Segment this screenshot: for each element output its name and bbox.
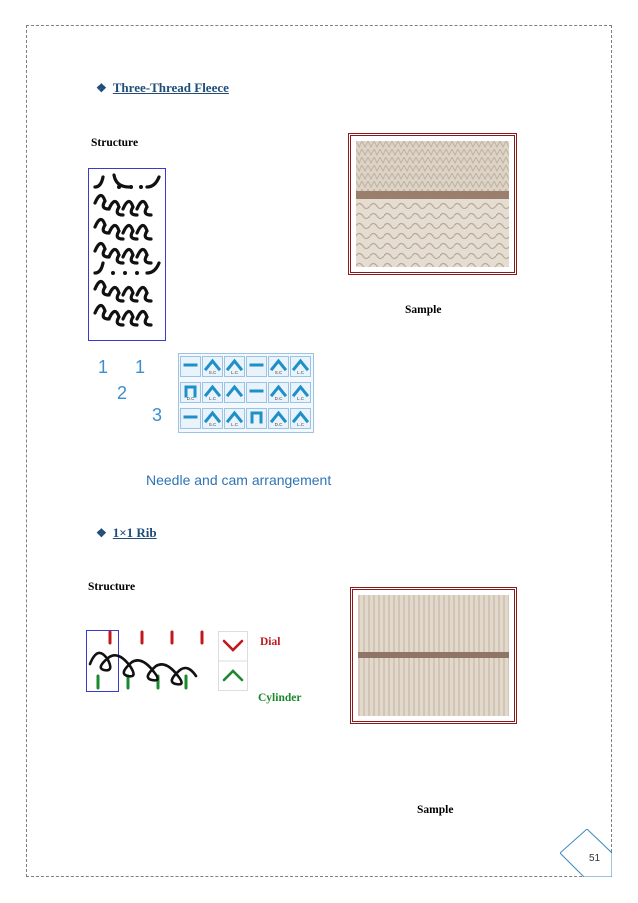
knit-cam-icon	[225, 383, 244, 398]
cam-cell	[180, 382, 201, 403]
cam-cell-label: D.C	[186, 396, 195, 401]
fleece-loops-svg	[89, 169, 165, 340]
fleece-fabric-image	[356, 141, 509, 267]
cam-cell	[246, 382, 267, 403]
miss-cam-icon	[181, 357, 200, 372]
diamond-bullet-icon: ❖	[96, 81, 107, 95]
cam-cell-label: S.C	[208, 370, 217, 375]
miss-cam-icon	[247, 383, 266, 398]
cam-cell	[290, 382, 311, 403]
cam-cell-label: L.C	[208, 396, 216, 401]
cam-cell	[224, 408, 245, 429]
needle-number-2: 2	[117, 383, 128, 403]
tuck-cam-icon	[247, 409, 266, 424]
section-title: 1×1 Rib	[112, 525, 157, 540]
needle-number-3: 3	[152, 405, 163, 425]
rib-structure-diagram	[86, 628, 216, 694]
cam-cell	[180, 408, 201, 429]
structure-label: Structure	[91, 137, 139, 149]
miss-cam-icon	[181, 409, 200, 424]
needle-cam-caption: Needle and cam arrangement	[146, 472, 332, 488]
dial-label: Dial	[260, 636, 281, 648]
section-title: Three-Thread Fleece	[112, 80, 229, 95]
cam-cell-label: L.C	[230, 370, 238, 375]
sample-label-2: Sample	[417, 804, 454, 816]
cam-cell	[202, 382, 223, 403]
needle-number-1b: 1	[135, 357, 146, 377]
page-number: 51	[589, 853, 601, 864]
fleece-sample-photo-frame	[348, 133, 517, 275]
miss-cam-icon	[247, 357, 266, 372]
cam-cell	[290, 408, 311, 429]
rib-loops-svg	[86, 628, 216, 694]
section-three-thread-fleece-heading	[96, 80, 229, 96]
cam-cell-label: D.C	[274, 396, 283, 401]
needle-number-1a: 1	[98, 357, 109, 377]
cam-cell	[202, 356, 223, 377]
cam-cell-label: S.C	[208, 422, 217, 427]
cam-cell	[268, 356, 289, 377]
cam-cell	[268, 408, 289, 429]
sample-label-1: Sample	[405, 304, 442, 316]
cam-cell-label: L.C	[296, 370, 304, 375]
rib-sample-photo-frame	[350, 587, 517, 724]
page-border	[26, 25, 612, 877]
cam-arrangement-grid	[178, 353, 314, 433]
page-number-corner	[560, 829, 612, 877]
cam-cell	[246, 356, 267, 377]
cam-cell	[246, 408, 267, 429]
cylinder-label: Cylinder	[258, 692, 302, 704]
section-rib-heading	[96, 525, 157, 541]
cam-cell	[180, 356, 201, 377]
fleece-structure-diagram	[88, 168, 166, 341]
cam-cell-label: L.C	[296, 422, 304, 427]
structure-label: Structure	[88, 581, 136, 593]
rib-cam-symbols	[218, 631, 248, 691]
cam-cell	[224, 356, 245, 377]
rib-fabric-image	[358, 595, 509, 716]
cam-symbols-svg	[219, 632, 247, 690]
cam-cell-label: L.C	[230, 422, 238, 427]
cam-cell-label: L.C	[296, 396, 304, 401]
corner-fold-svg	[560, 829, 612, 877]
cam-cell-label: S.C	[274, 370, 283, 375]
cam-cell	[268, 382, 289, 403]
diamond-bullet-icon: ❖	[96, 526, 107, 540]
cam-cell	[202, 408, 223, 429]
cam-cell	[290, 356, 311, 377]
cam-cell	[224, 382, 245, 403]
cam-cell-label: D.C	[274, 422, 283, 427]
needle-numbers	[95, 355, 165, 435]
